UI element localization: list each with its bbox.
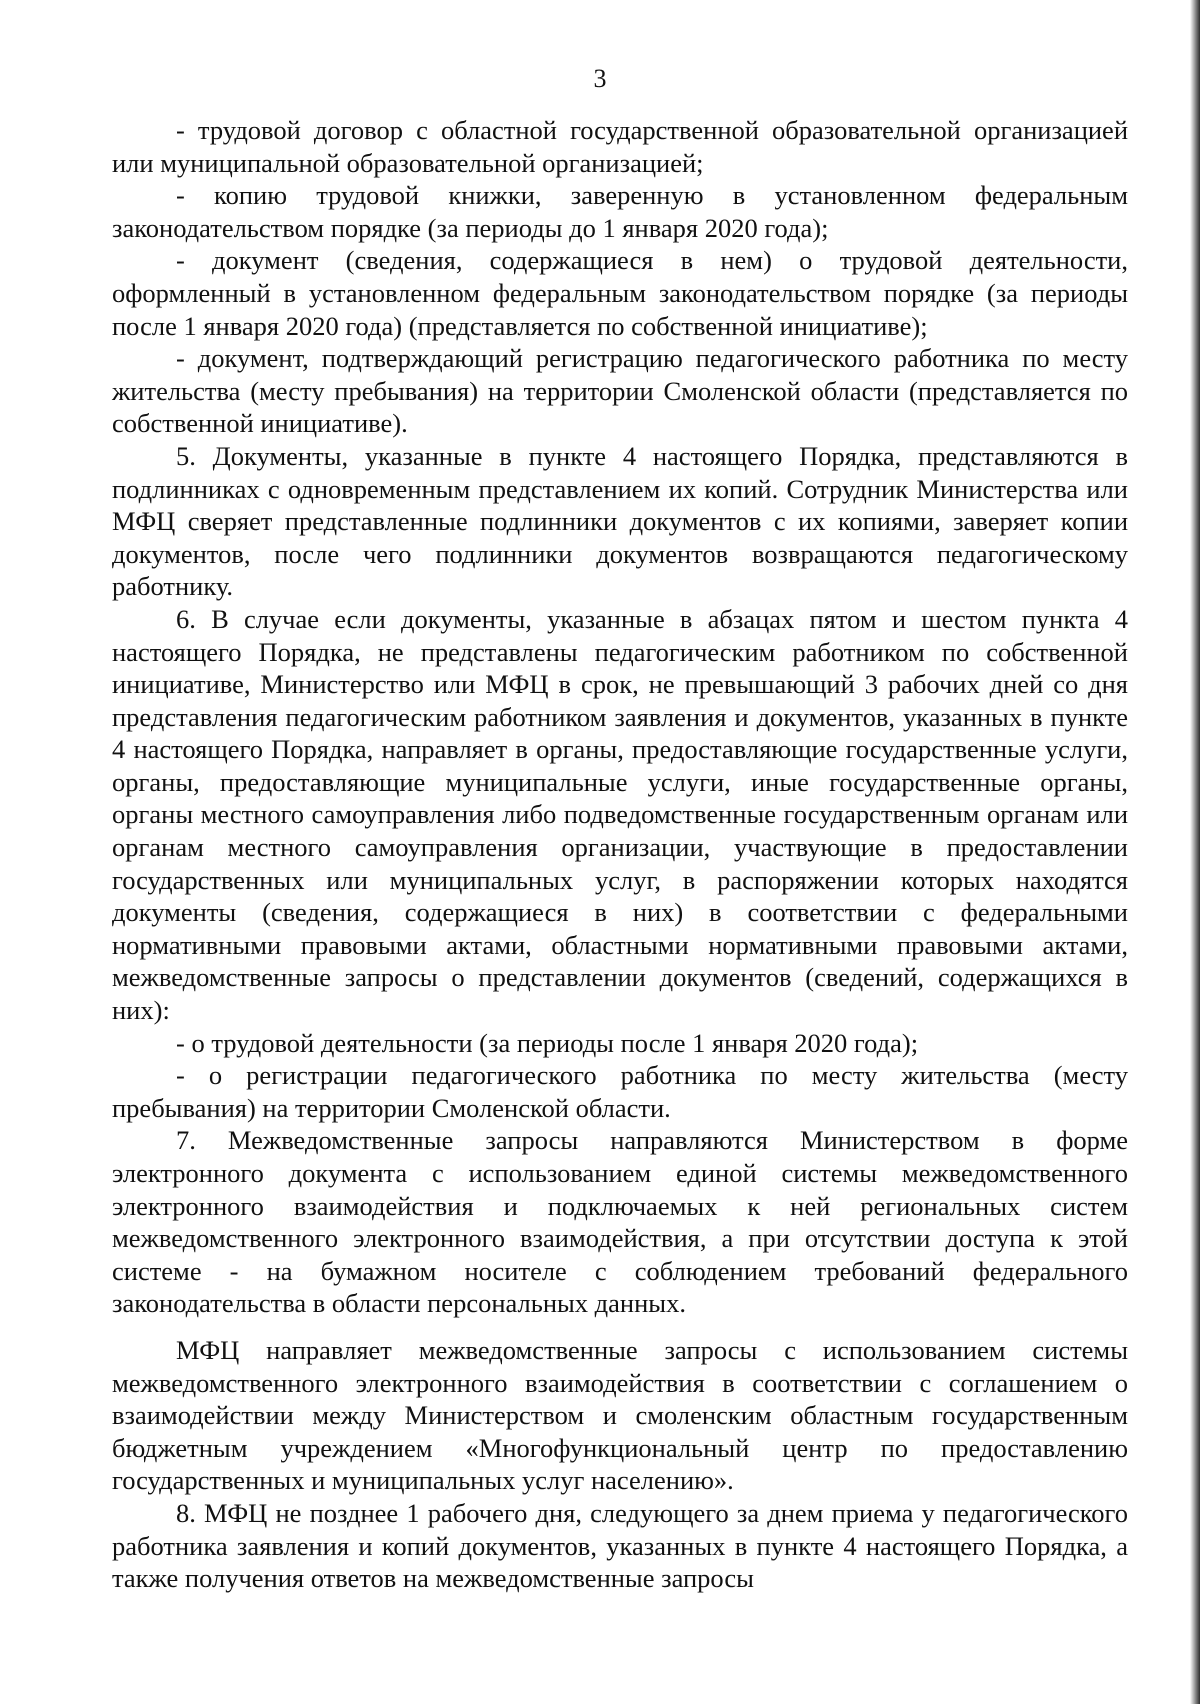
paragraph-item-7: 7. Межведомственные запросы направляются Министерством в форме электронного документа с использованием единой системы межведомственного электронного взаимодействия и подключаемых к ней региональных систем межведомственного электронного взаимодействия, а при отсутствии доступа к этой системе - на бумажном носителе с соблюдением требований федерального законодательства в области персональных данных.	[112, 1125, 1128, 1319]
paragraph-mfc-requests: МФЦ направляет межведомственные запросы с использованием системы межведомственного электронного взаимодействия в соответствии с соглашением о взаимодействии между Министерством и смоленским областным государственным бюджетным учреждением «Многофункциональный центр по предоставлению государственных и муниципальных услуг населению».	[112, 1334, 1128, 1496]
paragraph-item-5: 5. Документы, указанные в пункте 4 настоящего Порядка, представляются в подлинниках с одновременным представлением их копий. Сотрудник Министерства или МФЦ сверяет представленные подлинники документов с их копиями, заверяет копии документов, после чего подлинники документов возвращаются педагогическому работнику.	[112, 440, 1128, 602]
paragraph-item-8: 8. МФЦ не позднее 1 рабочего дня, следующего за днем приема у педагогического работника заявления и копий документов, указанных в пункте 4 настоящего Порядка, а также получения ответов на межведомственные запросы	[112, 1497, 1128, 1594]
scan-edge-shadow	[1190, 0, 1200, 1704]
paragraph-work-activity-document: - документ (сведения, содержащиеся в нем) о трудовой деятельности, оформленный в установленном федеральным законодательством порядке (за периоды после 1 января 2020 года) (представляется по собственной инициативе);	[112, 245, 1128, 341]
paragraph-employment-contract: - трудовой договор с областной государственной образовательной организацией или муниципальной образовательной организацией;	[112, 115, 1128, 178]
paragraph-registration-request: - о регистрации педагогического работника по месту жительства (месту пребывания) на территории Смоленской области.	[112, 1060, 1128, 1123]
document-body	[112, 114, 1128, 1595]
paragraph-workbook-copy: - копию трудовой книжки, заверенную в установленном федеральным законодательством порядке (за периоды до 1 января 2020 года);	[112, 180, 1128, 243]
page-number: 3	[593, 64, 607, 93]
paragraph-work-activity-request: - о трудовой деятельности (за периоды после 1 января 2020 года);	[176, 1027, 919, 1058]
paragraph-registration-document: - документ, подтверждающий регистрацию педагогического работника по месту жительства (месту пребывания) на территории Смоленской области (представляется по собственной инициативе).	[112, 343, 1128, 439]
paragraph-item-6: 6. В случае если документы, указанные в абзацах пятом и шестом пункта 4 настоящего Порядка, не представлены педагогическим работником по собственной инициативе, Министерство или МФЦ в срок, не превышающий 3 рабочих дней со дня представления педагогическим работником заявления и документов, указанных в пункте 4 настоящего Порядка, направляет в органы, предоставляющие государственные услуги, органы, предоставляющие муниципальные услуги, иные государственные органы, органы местного самоуправления либо подведомственные государственным органам или органам местного самоуправления организации, участвующие в предоставлении государственных или муниципальных услуг, в распоряжении которых находятся документы (сведения, содержащиеся в них) в соответствии с федеральными нормативными правовыми актами, областными нормативными правовыми актами, межведомственные запросы о представлении документов (сведений, содержащихся в них):	[112, 603, 1128, 1026]
